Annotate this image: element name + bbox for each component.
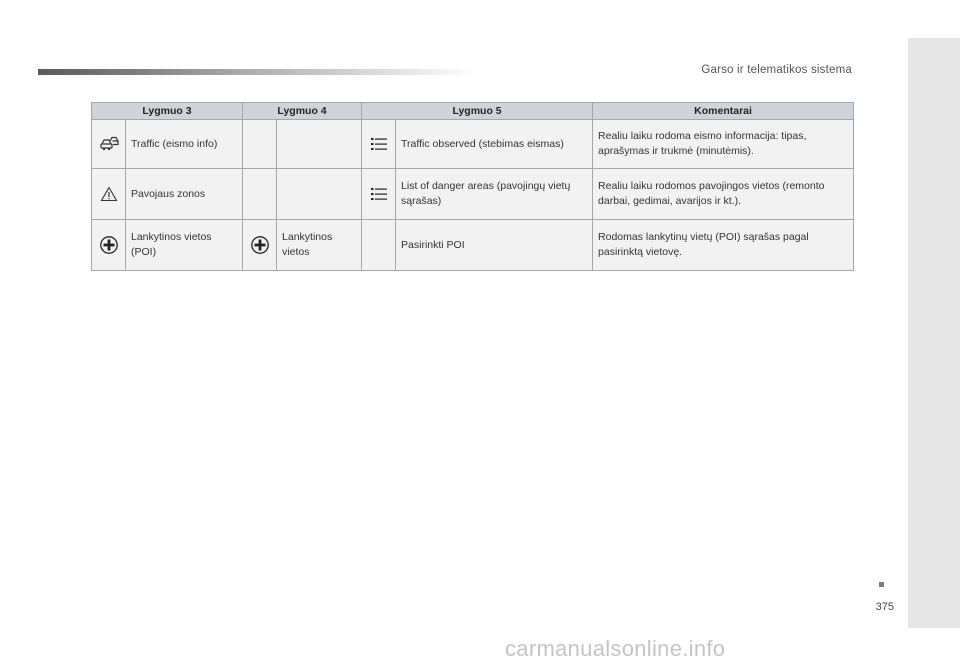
table-row [92,169,854,220]
warning-triangle-icon [100,186,118,202]
level5-label: Traffic observed (stebimas eismas) [396,120,593,169]
comment-text: Realiu laiku rodoma eismo informacija: tipas, aprašymas ir trukmė (minutėmis). [593,120,854,169]
level5-label: List of danger areas (pavojingų vietų sąrašas) [396,169,593,220]
level4-label: Lankytinos vietos [277,220,362,271]
poi-plus-icon [250,235,270,255]
level4-label [277,120,362,169]
poi-plus-icon [99,235,119,255]
header-level4: Lygmuo 4 [243,103,362,120]
page-marker [879,582,884,587]
car-traffic-icon [99,136,119,152]
page-number: 375 [875,601,894,613]
header-gradient-bar [38,69,478,75]
level3-label: Traffic (eismo info) [126,120,243,169]
comment-text: Realiu laiku rodomos pavojingos vietos (remonto darbai, gedimai, avarijos ir kt.). [593,169,854,220]
menu-level-table [91,102,854,271]
section-title: Garso ir telematikos sistema [701,64,852,76]
side-strip [908,38,960,628]
level3-label: Lankytinos vietos (POI) [126,220,243,271]
header-level5: Lygmuo 5 [362,103,593,120]
header-comments: Komentarai [593,103,854,120]
table-header-row [92,103,854,120]
list-icon [370,186,388,202]
level4-label [277,169,362,220]
level5-label: Pasirinkti POI [396,220,593,271]
comment-text: Rodomas lankytinų vietų (POI) sąrašas pagal pasirinktą vietovę. [593,220,854,271]
table-row [92,220,854,271]
level3-label: Pavojaus zonos [126,169,243,220]
header-level3: Lygmuo 3 [92,103,243,120]
list-icon [370,136,388,152]
table-row [92,120,854,169]
watermark: carmanualsonline.info [505,636,726,661]
